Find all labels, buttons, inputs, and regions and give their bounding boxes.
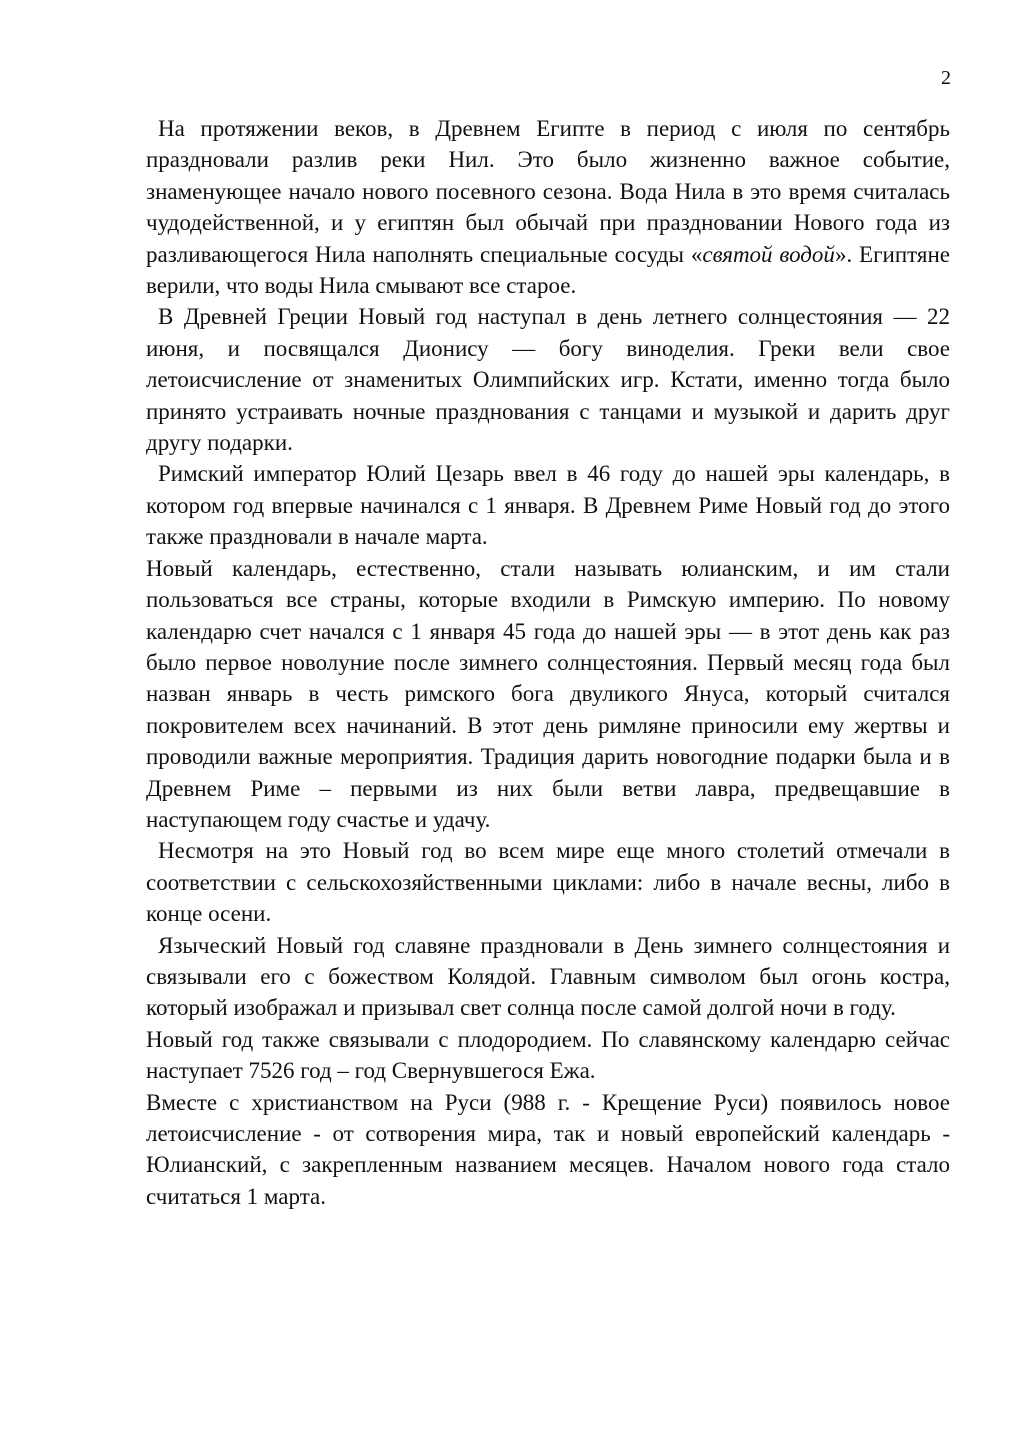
paragraph-julius-caesar: Римский император Юлий Цезарь ввел в 46 году до нашей эры календарь, в котором год впервые начинался с 1 января. В Древнем Риме Новый год до этого также праздновали в начале марта. [146, 461, 950, 550]
paragraph-agricultural-cycles: Несмотря на это Новый год во всем мире еще много столетий отмечали в соответствии с сельскохозяйственными циклами: либо в начале весны, либо в конце осени. [146, 838, 950, 927]
paragraph-egypt [146, 113, 950, 301]
paragraph-greece: В Древней Греции Новый год наступал в день летнего солнцестояния — 22 июня, и посвящался Дионису — богу виноделия. Греки вели свое летоисчисление от знаменитых Олимпийских игр. Кстати, именно тогда было принято устраивать ночные празднования с танцами и музыкой и дарить друг другу подарки. [146, 304, 950, 456]
paragraph-pagan-slavs: Языческий Новый год славяне праздновали в День зимнего солнцестояния и связывали его с божеством Колядой. Главным символом был огонь костра, который изображал и призывал свет солнца после самой долгой ночи в году. [146, 932, 950, 1021]
page-number: 2 [941, 67, 951, 89]
paragraph-christianity: Вместе с христианством на Руси (988 г. - Крещение Руси) появилось новое летоисчисление - от сотворения мира, так и новый европейский календарь - Юлианский, с закрепленным названием месяцев. Началом нового года стало считаться 1 марта. [146, 1089, 950, 1209]
emphasis-holy-water: святой водой [702, 241, 835, 267]
paragraph-egypt-text-before: На протяжении веков, в Древнем Египте в период с июля по сентябрь праздновали разлив реки Нил. Это было жизненно важное событие, знаменующее начало нового посевного сезона. Вода Нила в это время считалась чудодейственной, и у египтян был обычай при праздновании Нового года из разливающегося Нила наполнять специальные сосуды « [146, 116, 950, 267]
paragraph-julian-calendar: Новый календарь, естественно, стали называть юлианским, и им стали пользоваться все страны, которые входили в Римскую империю. По новому календарю счет начался с 1 января 45 года до нашей эры — в этот день как раз было первое новолуние после зимнего солнцестояния. Первый месяц года был назван январь в честь римского бога двуликого Януса, который считался покровителем всех начинаний. В этот день римляне приносили ему жертвы и проводили важные мероприятия. Традиция дарить новогодние подарки была и в Древнем Риме – первыми из них были ветви лавра, предвещавшие в наступающем году счастье и удачу. [146, 555, 950, 832]
body-text [146, 113, 950, 1212]
paragraph-fertility: Новый год также связывали с плодородием. По славянскому календарю сейчас наступает 7526 год – год Свернувшегося Ежа. [146, 1026, 950, 1084]
paragraph-egypt-text-after: ». Египтяне верили, что воды Нила смывают все старое. [146, 241, 951, 299]
